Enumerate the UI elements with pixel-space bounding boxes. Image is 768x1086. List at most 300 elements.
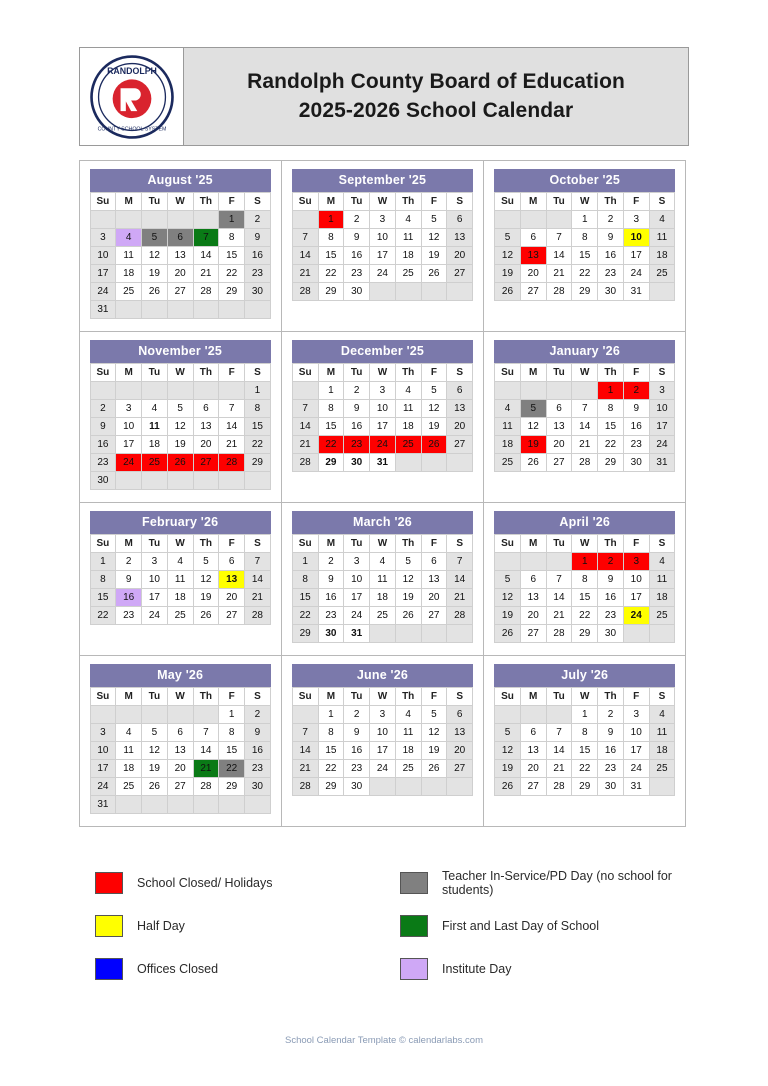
day-cell: 28 [546, 282, 572, 300]
day-cell: 5 [395, 552, 421, 570]
day-cell: 27 [546, 453, 572, 471]
day-cell: 3 [623, 210, 649, 228]
day-cell: 30 [598, 282, 624, 300]
day-cell: 4 [116, 723, 142, 741]
month-title: March '26 [292, 511, 473, 534]
week-row [90, 282, 270, 300]
week-row [495, 741, 675, 759]
week-row [90, 588, 270, 606]
day-cell: 1 [318, 705, 344, 723]
day-cell: 31 [370, 453, 396, 471]
day-cell: 15 [318, 741, 344, 759]
weekday-header: Tu [142, 363, 168, 381]
day-cell: 14 [219, 417, 245, 435]
day-cell: 21 [292, 759, 318, 777]
day-cell: 15 [245, 417, 271, 435]
day-cell: 20 [546, 435, 572, 453]
day-cell: 21 [292, 435, 318, 453]
month-table [292, 687, 473, 796]
weekday-header: W [167, 192, 193, 210]
empty-day-cell [546, 705, 572, 723]
empty-day-cell [520, 552, 546, 570]
day-cell: 20 [193, 435, 219, 453]
day-cell: 7 [546, 723, 572, 741]
week-row [292, 606, 472, 624]
day-cell: 5 [142, 228, 168, 246]
empty-day-cell [546, 210, 572, 228]
day-cell: 6 [421, 552, 447, 570]
week-row [90, 795, 270, 813]
weekday-header: W [572, 687, 598, 705]
day-cell: 23 [598, 606, 624, 624]
week-row [292, 705, 472, 723]
weekday-header: W [572, 363, 598, 381]
empty-day-cell [495, 552, 521, 570]
day-cell: 31 [90, 300, 116, 318]
month-title: August '25 [90, 169, 271, 192]
day-cell: 20 [421, 588, 447, 606]
legend-item [384, 958, 689, 980]
day-cell: 5 [421, 705, 447, 723]
day-cell: 24 [623, 759, 649, 777]
day-cell: 20 [447, 417, 473, 435]
day-cell: 8 [219, 723, 245, 741]
weekday-header: S [447, 363, 473, 381]
month-table [494, 192, 675, 301]
empty-day-cell [447, 453, 473, 471]
month-title: July '26 [494, 664, 675, 687]
day-cell: 8 [318, 228, 344, 246]
day-cell: 19 [142, 759, 168, 777]
day-cell: 7 [292, 399, 318, 417]
week-row [292, 588, 472, 606]
day-cell: 7 [219, 399, 245, 417]
day-cell: 3 [90, 723, 116, 741]
day-cell: 6 [167, 228, 193, 246]
day-cell: 16 [598, 741, 624, 759]
day-cell: 29 [245, 453, 271, 471]
day-cell: 20 [167, 264, 193, 282]
empty-day-cell [167, 471, 193, 489]
day-cell: 20 [520, 759, 546, 777]
day-cell: 3 [370, 381, 396, 399]
day-cell: 6 [520, 723, 546, 741]
weekday-header: W [167, 363, 193, 381]
day-cell: 27 [219, 606, 245, 624]
day-cell: 28 [193, 777, 219, 795]
day-cell: 1 [292, 552, 318, 570]
empty-day-cell [370, 282, 396, 300]
day-cell: 23 [245, 759, 271, 777]
day-cell: 16 [623, 417, 649, 435]
page-title-line1: Randolph County Board of Education [247, 70, 625, 94]
day-cell: 2 [318, 552, 344, 570]
week-row [90, 453, 270, 471]
empty-day-cell [495, 210, 521, 228]
weekday-header: Su [292, 534, 318, 552]
legend-color-swatch [95, 958, 123, 980]
day-cell: 3 [623, 552, 649, 570]
weekday-header: F [219, 687, 245, 705]
week-row [90, 570, 270, 588]
week-row [90, 246, 270, 264]
empty-day-cell [90, 705, 116, 723]
day-cell: 22 [219, 759, 245, 777]
day-cell: 4 [495, 399, 521, 417]
week-row [292, 759, 472, 777]
day-cell: 3 [370, 705, 396, 723]
day-cell: 11 [370, 570, 396, 588]
empty-day-cell [421, 282, 447, 300]
weekday-header: Su [495, 687, 521, 705]
month-table [90, 687, 271, 814]
day-cell: 14 [193, 741, 219, 759]
day-cell: 5 [142, 723, 168, 741]
empty-day-cell [447, 777, 473, 795]
month-title: February '26 [90, 511, 271, 534]
month-block [79, 160, 282, 332]
day-cell: 29 [219, 777, 245, 795]
day-cell: 6 [219, 552, 245, 570]
day-cell: 24 [90, 777, 116, 795]
day-cell: 29 [318, 777, 344, 795]
month-block [281, 331, 484, 503]
day-cell: 8 [572, 228, 598, 246]
day-cell: 16 [90, 435, 116, 453]
day-cell: 21 [546, 606, 572, 624]
day-cell: 9 [598, 228, 624, 246]
week-row [90, 399, 270, 417]
day-cell: 15 [90, 588, 116, 606]
day-cell: 28 [572, 453, 598, 471]
day-cell: 24 [142, 606, 168, 624]
day-cell: 20 [520, 264, 546, 282]
month-grid [79, 160, 689, 826]
day-cell: 9 [318, 570, 344, 588]
weekday-header: M [116, 363, 142, 381]
month-table [90, 534, 271, 625]
day-cell: 20 [447, 741, 473, 759]
week-row [90, 228, 270, 246]
weekday-header: W [167, 687, 193, 705]
weekday-header: Tu [546, 192, 572, 210]
week-row [90, 300, 270, 318]
weekday-header: M [116, 687, 142, 705]
day-cell: 24 [623, 264, 649, 282]
day-cell: 6 [167, 723, 193, 741]
day-cell: 6 [193, 399, 219, 417]
day-cell: 3 [649, 381, 675, 399]
day-cell: 27 [520, 777, 546, 795]
day-cell: 27 [447, 435, 473, 453]
week-row [90, 741, 270, 759]
empty-day-cell [219, 795, 245, 813]
day-cell: 17 [649, 417, 675, 435]
weekday-header: Su [292, 363, 318, 381]
day-cell: 15 [572, 588, 598, 606]
day-cell: 30 [344, 282, 370, 300]
weekday-header: Su [292, 192, 318, 210]
empty-day-cell [142, 471, 168, 489]
day-cell: 7 [546, 570, 572, 588]
day-cell: 9 [90, 417, 116, 435]
weekday-header: F [421, 534, 447, 552]
weekday-header: F [623, 192, 649, 210]
week-row [495, 453, 675, 471]
day-cell: 24 [370, 435, 396, 453]
week-row [90, 435, 270, 453]
weekday-header: W [370, 534, 396, 552]
weekday-header: S [447, 192, 473, 210]
day-cell: 9 [245, 723, 271, 741]
month-title: November '25 [90, 340, 271, 363]
svg-text:RANDOLPH: RANDOLPH [106, 65, 157, 76]
empty-day-cell [623, 624, 649, 642]
day-cell: 13 [520, 741, 546, 759]
week-row [495, 417, 675, 435]
weekday-header: M [520, 534, 546, 552]
day-cell: 1 [318, 381, 344, 399]
day-cell: 11 [116, 741, 142, 759]
weekday-header: Su [495, 363, 521, 381]
day-cell: 18 [649, 588, 675, 606]
empty-day-cell [447, 624, 473, 642]
empty-day-cell [245, 471, 271, 489]
empty-day-cell [495, 705, 521, 723]
day-cell: 14 [292, 246, 318, 264]
day-cell: 27 [520, 282, 546, 300]
day-cell: 4 [395, 705, 421, 723]
day-cell: 18 [370, 588, 396, 606]
day-cell: 31 [344, 624, 370, 642]
month-block [483, 160, 686, 332]
day-cell: 14 [546, 588, 572, 606]
day-cell: 17 [370, 417, 396, 435]
week-row [495, 759, 675, 777]
day-cell: 28 [292, 282, 318, 300]
footer [0, 1035, 768, 1046]
day-cell: 11 [116, 246, 142, 264]
day-cell: 19 [421, 741, 447, 759]
day-cell: 21 [572, 435, 598, 453]
day-cell: 18 [142, 435, 168, 453]
day-cell: 2 [598, 210, 624, 228]
day-cell: 13 [546, 417, 572, 435]
weekday-header: M [520, 687, 546, 705]
day-cell: 2 [245, 705, 271, 723]
weekday-header: F [219, 192, 245, 210]
district-logo [80, 48, 184, 145]
weekday-header: F [219, 534, 245, 552]
empty-day-cell [421, 777, 447, 795]
weekday-header: Su [90, 192, 116, 210]
day-cell: 19 [495, 606, 521, 624]
day-cell: 22 [572, 606, 598, 624]
footer-text: School Calendar Template © calendarlabs.com [285, 1035, 483, 1046]
weekday-header: Th [598, 534, 624, 552]
day-cell: 15 [219, 246, 245, 264]
day-cell: 10 [370, 228, 396, 246]
day-cell: 16 [344, 417, 370, 435]
week-row [495, 381, 675, 399]
day-cell: 10 [90, 741, 116, 759]
empty-day-cell [245, 300, 271, 318]
weekday-header: Su [90, 363, 116, 381]
day-cell: 23 [598, 264, 624, 282]
week-row [292, 570, 472, 588]
week-row [292, 723, 472, 741]
weekday-header: S [649, 534, 675, 552]
weekday-header: M [116, 534, 142, 552]
day-cell: 4 [167, 552, 193, 570]
month-block [79, 655, 282, 827]
weekday-header: Th [193, 192, 219, 210]
day-cell: 19 [421, 246, 447, 264]
week-row [90, 264, 270, 282]
day-cell: 10 [344, 570, 370, 588]
month-table [494, 687, 675, 796]
empty-day-cell [167, 300, 193, 318]
day-cell: 5 [495, 723, 521, 741]
weekday-header: Su [495, 534, 521, 552]
day-cell: 28 [546, 624, 572, 642]
month-title: December '25 [292, 340, 473, 363]
day-cell: 23 [598, 759, 624, 777]
weekday-header: Th [598, 192, 624, 210]
weekday-header: S [649, 192, 675, 210]
legend-label: Teacher In-Service/PD Day (no school for students) [442, 869, 672, 898]
day-cell: 29 [572, 624, 598, 642]
day-cell: 3 [90, 228, 116, 246]
day-cell: 6 [546, 399, 572, 417]
day-cell: 1 [572, 705, 598, 723]
day-cell: 21 [447, 588, 473, 606]
week-row [90, 210, 270, 228]
day-cell: 10 [623, 570, 649, 588]
week-row [292, 552, 472, 570]
day-cell: 4 [649, 705, 675, 723]
weekday-header: M [520, 363, 546, 381]
empty-day-cell [142, 795, 168, 813]
legend-item [79, 872, 384, 894]
day-cell: 22 [245, 435, 271, 453]
weekday-header: F [421, 192, 447, 210]
legend-label: First and Last Day of School [442, 918, 600, 933]
day-cell: 28 [193, 282, 219, 300]
day-cell: 10 [623, 228, 649, 246]
day-cell: 27 [447, 264, 473, 282]
day-cell: 22 [292, 606, 318, 624]
empty-day-cell [116, 300, 142, 318]
weekday-header: Th [598, 687, 624, 705]
weekday-header: F [623, 534, 649, 552]
empty-day-cell [142, 300, 168, 318]
legend [79, 862, 689, 990]
weekday-header: M [318, 192, 344, 210]
month-block [281, 502, 484, 656]
day-cell: 26 [167, 453, 193, 471]
day-cell: 5 [495, 570, 521, 588]
day-cell: 25 [495, 453, 521, 471]
week-row [495, 228, 675, 246]
day-cell: 14 [546, 246, 572, 264]
day-cell: 10 [90, 246, 116, 264]
day-cell: 30 [318, 624, 344, 642]
empty-day-cell [167, 795, 193, 813]
week-row [495, 570, 675, 588]
day-cell: 2 [245, 210, 271, 228]
week-row [495, 246, 675, 264]
day-cell: 5 [193, 552, 219, 570]
weekday-header: Tu [546, 687, 572, 705]
week-row [495, 210, 675, 228]
legend-item [79, 915, 384, 937]
day-cell: 13 [421, 570, 447, 588]
empty-day-cell [421, 453, 447, 471]
day-cell: 19 [421, 417, 447, 435]
day-cell: 16 [245, 246, 271, 264]
weekday-header: W [370, 192, 396, 210]
empty-day-cell [649, 282, 675, 300]
weekday-header: S [245, 363, 271, 381]
week-row [90, 552, 270, 570]
weekday-header: M [116, 192, 142, 210]
month-title: October '25 [494, 169, 675, 192]
day-cell: 2 [598, 552, 624, 570]
day-cell: 17 [370, 741, 396, 759]
day-cell: 25 [395, 435, 421, 453]
day-cell: 19 [395, 588, 421, 606]
weekday-header: Su [292, 687, 318, 705]
weekday-header: Tu [344, 363, 370, 381]
day-cell: 7 [245, 552, 271, 570]
day-cell: 22 [219, 264, 245, 282]
day-cell: 28 [546, 777, 572, 795]
empty-day-cell [90, 210, 116, 228]
day-cell: 18 [649, 741, 675, 759]
weekday-header: Tu [344, 534, 370, 552]
week-row [495, 282, 675, 300]
day-cell: 10 [370, 723, 396, 741]
empty-day-cell [421, 624, 447, 642]
empty-day-cell [649, 777, 675, 795]
day-cell: 11 [395, 228, 421, 246]
day-cell: 4 [395, 210, 421, 228]
empty-day-cell [142, 705, 168, 723]
day-cell: 19 [495, 264, 521, 282]
day-cell: 27 [447, 759, 473, 777]
svg-text:COUNTY SCHOOL SYSTEM: COUNTY SCHOOL SYSTEM [97, 125, 166, 132]
day-cell: 13 [447, 399, 473, 417]
day-cell: 23 [318, 606, 344, 624]
month-block [281, 655, 484, 827]
day-cell: 14 [193, 246, 219, 264]
day-cell: 26 [142, 282, 168, 300]
day-cell: 24 [90, 282, 116, 300]
day-cell: 24 [649, 435, 675, 453]
day-cell: 21 [245, 588, 271, 606]
weekday-header: Th [193, 363, 219, 381]
day-cell: 21 [193, 264, 219, 282]
day-cell: 12 [395, 570, 421, 588]
day-cell: 8 [598, 399, 624, 417]
day-cell: 25 [116, 777, 142, 795]
day-cell: 4 [116, 228, 142, 246]
day-cell: 1 [572, 552, 598, 570]
week-row [292, 417, 472, 435]
day-cell: 1 [318, 210, 344, 228]
day-cell: 26 [495, 624, 521, 642]
